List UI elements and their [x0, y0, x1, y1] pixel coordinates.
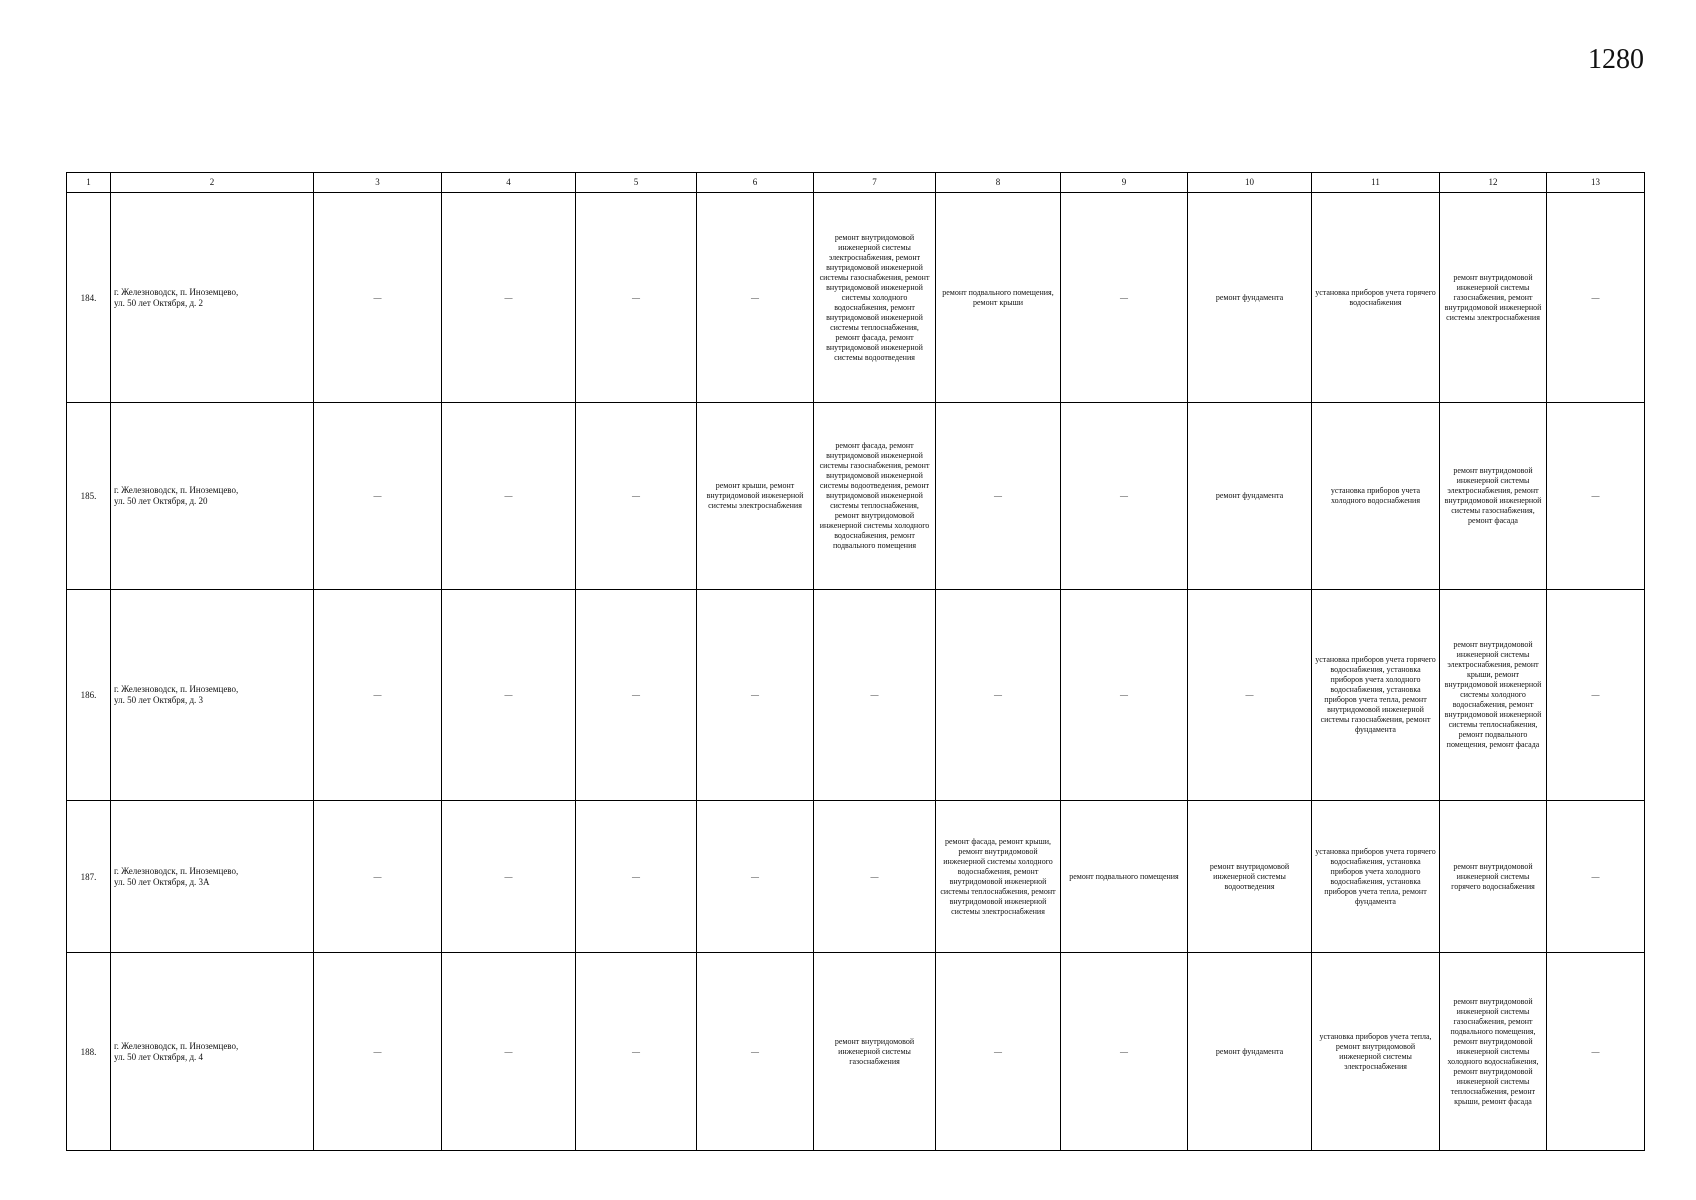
cell: —: [1547, 193, 1645, 403]
cell: ремонт подвального помещения: [1061, 801, 1188, 953]
cell: —: [697, 193, 814, 403]
cell: —: [936, 403, 1061, 590]
cell: ремонт крыши, ремонт внутридомовой инженерной системы электроснабжения: [697, 403, 814, 590]
cell: ремонт внутридомовой инженерной системы водоотведения: [1188, 801, 1312, 953]
cell: —: [314, 590, 442, 801]
column-header: 11: [1312, 173, 1440, 193]
cell: ремонт внутридомовой инженерной системы горячего водоснабжения: [1440, 801, 1547, 953]
cell: ремонт фундамента: [1188, 403, 1312, 590]
cell: —: [576, 193, 697, 403]
cell: установка приборов учета горячего водоснабжения: [1312, 193, 1440, 403]
cell: —: [442, 193, 576, 403]
cell: —: [1547, 953, 1645, 1151]
cell: —: [576, 801, 697, 953]
column-header: 10: [1188, 173, 1312, 193]
cell: ремонт фасада, ремонт крыши, ремонт внутридомовой инженерной системы холодного водоснабжения, ремонт внутридомовой инженерной системы теплоснабжения, ремонт внутридомовой инженерной системы электроснабжения: [936, 801, 1061, 953]
address-cell: [111, 953, 314, 1151]
cell: —: [814, 590, 936, 801]
cell: ремонт внутридомовой инженерной системы газоснабжения, ремонт подвального помещения, ремонт внутридомовой инженерной системы холодного водоснабжения, ремонт внутридомовой инженерной системы теплоснабжения, ремонт крыши, ремонт фасада: [1440, 953, 1547, 1151]
address-line: г. Железноводск, п. Иноземцево,: [114, 865, 239, 876]
column-header: 6: [697, 173, 814, 193]
table-row: [67, 801, 1645, 953]
cell: ремонт внутридомовой инженерной системы электроснабжения, ремонт внутридомовой инженерной системы газоснабжения, ремонт внутридомовой инженерной системы холодного водоснабжения, ремонт внутридомовой инженерной системы теплоснабжения, ремонт фасада, ремонт внутридомовой инженерной системы водоотведения: [814, 193, 936, 403]
cell: —: [314, 801, 442, 953]
column-header: 13: [1547, 173, 1645, 193]
column-header: 8: [936, 173, 1061, 193]
row-number: 186.: [67, 590, 111, 801]
address-line: г. Железноводск, п. Иноземцево,: [114, 684, 239, 694]
column-header: 5: [576, 173, 697, 193]
cell: —: [576, 953, 697, 1151]
address-line: г. Железноводск, п. Иноземцево,: [114, 1040, 239, 1051]
address-cell: [111, 590, 314, 801]
cell: —: [1188, 590, 1312, 801]
cell: ремонт внутридомовой инженерной системы газоснабжения: [814, 953, 936, 1151]
cell: —: [442, 953, 576, 1151]
address-cell: [111, 801, 314, 953]
row-number: 184.: [67, 193, 111, 403]
column-header: 3: [314, 173, 442, 193]
row-number: 187.: [67, 801, 111, 953]
address-line: ул. 50 лет Октября, д. 20: [114, 496, 208, 506]
cell: ремонт внутридомовой инженерной системы электроснабжения, ремонт крыши, ремонт внутридомовой инженерной системы холодного водоснабжения, ремонт внутридомовой инженерной системы теплоснабжения, ремонт подвального помещения, ремонт фасада: [1440, 590, 1547, 801]
cell: —: [442, 590, 576, 801]
column-header: 12: [1440, 173, 1547, 193]
cell: —: [314, 403, 442, 590]
column-header: 7: [814, 173, 936, 193]
cell: —: [814, 801, 936, 953]
column-header: 9: [1061, 173, 1188, 193]
column-number-row: [67, 173, 1645, 193]
table-row: [67, 403, 1645, 590]
address-line: ул. 50 лет Октября, д. 4: [114, 1051, 204, 1062]
page-number: 1280: [1588, 44, 1644, 75]
column-header: 1: [67, 173, 111, 193]
cell: —: [697, 801, 814, 953]
cell: —: [1061, 953, 1188, 1151]
address-line: ул. 50 лет Октября, д. 3: [114, 695, 204, 705]
table-row: [67, 193, 1645, 403]
column-header: 4: [442, 173, 576, 193]
column-header: 2: [111, 173, 314, 193]
address-line: г. Железноводск, п. Иноземцево,: [114, 286, 239, 297]
cell: ремонт фундамента: [1188, 953, 1312, 1151]
cell: установка приборов учета горячего водоснабжения, установка приборов учета холодного водоснабжения, установка приборов учета тепла, ремонт внутридомовой инженерной системы газоснабжения, ремонт фундамента: [1312, 590, 1440, 801]
cell: —: [314, 953, 442, 1151]
cell: —: [1061, 590, 1188, 801]
row-number: 188.: [67, 953, 111, 1151]
cell: —: [697, 953, 814, 1151]
address-cell: [111, 403, 314, 590]
cell: —: [1061, 193, 1188, 403]
cell: —: [936, 953, 1061, 1151]
cell: ремонт внутридомовой инженерной системы электроснабжения, ремонт внутридомовой инженерной системы газоснабжения, ремонт фасада: [1440, 403, 1547, 590]
table-row: [67, 590, 1645, 801]
cell: —: [1547, 801, 1645, 953]
cell: —: [442, 403, 576, 590]
cell: ремонт подвального помещения, ремонт крыши: [936, 193, 1061, 403]
cell: —: [936, 590, 1061, 801]
cell: —: [576, 590, 697, 801]
repair-schedule-table: [66, 172, 1645, 1151]
cell: ремонт фасада, ремонт внутридомовой инженерной системы газоснабжения, ремонт внутридомовой инженерной системы водоотведения, ремонт внутридомовой инженерной системы теплоснабжения, ремонт внутридомовой инженерной системы холодного водоснабжения, ремонт подвального помещения: [814, 403, 936, 590]
address-line: ул. 50 лет Октября, д. 2: [114, 297, 204, 308]
address-line: ул. 50 лет Октября, д. 3А: [114, 876, 210, 887]
cell: —: [1547, 403, 1645, 590]
cell: ремонт фундамента: [1188, 193, 1312, 403]
cell: —: [697, 590, 814, 801]
cell: —: [576, 403, 697, 590]
cell: —: [314, 193, 442, 403]
cell: установка приборов учета холодного водоснабжения: [1312, 403, 1440, 590]
cell: —: [1547, 590, 1645, 801]
cell: —: [442, 801, 576, 953]
cell: установка приборов учета тепла, ремонт внутридомовой инженерной системы электроснабжения: [1312, 953, 1440, 1151]
address-line: г. Железноводск, п. Иноземцево,: [114, 485, 239, 495]
cell: установка приборов учета горячего водоснабжения, установка приборов учета холодного водоснабжения, установка приборов учета тепла, ремонт фундамента: [1312, 801, 1440, 953]
address-cell: [111, 193, 314, 403]
table-row: [67, 953, 1645, 1151]
cell: ремонт внутридомовой инженерной системы газоснабжения, ремонт внутридомовой инженерной системы электроснабжения: [1440, 193, 1547, 403]
cell: —: [1061, 403, 1188, 590]
row-number: 185.: [67, 403, 111, 590]
